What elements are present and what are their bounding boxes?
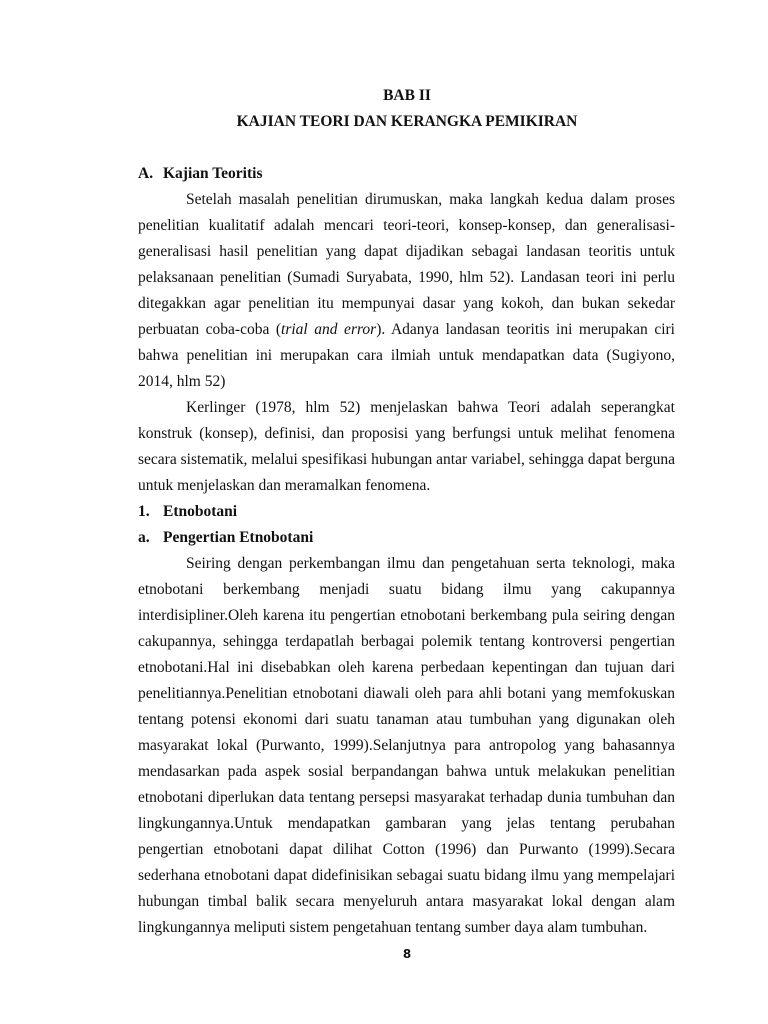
- para1-line: ditegakkan agar penelitian itu mempunyai dasar yang kokoh, dan bukan sekedar: [138, 295, 675, 312]
- page-number: 8: [402, 947, 412, 961]
- para3-line: cakupannya, sehingga terdapatlah berbagai polemik tentang kontroversi pengertian: [138, 633, 675, 650]
- para1-text: ). Adanya landasan teoritis ini merupakan ciri: [376, 321, 675, 338]
- para3-line: lingkungannya.Untuk mendapatkan gambaran yang jelas tentang perubahan: [138, 815, 675, 832]
- para3-line: mendasarkan pada aspek sosial berpandangan bahwa untuk melakukan penelitian: [138, 763, 675, 780]
- para1-line: pelaksanaan penelitian (Sumadi Suryabata, 1990, hlm 52). Landasan teori ini perlu: [138, 269, 675, 286]
- para2-line: Kerlinger (1978, hlm 52) menjelaskan bahwa Teori adalah seperangkat: [186, 399, 675, 416]
- para3-line: etnobotani.Hal ini disebabkan oleh karena perbedaan kepentingan dan tujuan dari: [138, 659, 675, 676]
- para3-line: pengertian etnobotani dapat dilihat Cotton (1996) dan Purwanto (1999).Secara: [138, 841, 675, 858]
- para3-line: sederhana etnobotani dapat didefinisikan sebagai suatu bidang ilmu yang mempelajari: [138, 867, 675, 884]
- section-1a-title: Pengertian Etnobotani: [163, 529, 314, 546]
- para3-line: lingkungannya meliputi sistem pengetahuan tentang sumber daya alam tumbuhan.: [138, 919, 648, 936]
- chapter-number: BAB II: [383, 87, 431, 104]
- para3-line: etnobotani diperlukan data tentang persepsi masyarakat terhadap dunia tumbuhan dan: [138, 789, 675, 806]
- para1-line: penelitian kualitatif adalah mencari teori-teori, konsep-konsep, dan generalisasi-: [138, 217, 675, 234]
- section-1a-marker: a.: [138, 529, 150, 546]
- para2-line: secara sistematik, melalui spesifikasi hubungan antar variabel, sehingga dapat berguna: [138, 451, 675, 468]
- para3-line: penelitiannya.Penelitian etnobotani diawali oleh para ahli botani yang memfokuskan: [138, 685, 675, 702]
- section-a-title: Kajian Teoritis: [163, 165, 263, 182]
- para1-line: generalisasi hasil penelitian yang dapat dijadikan sebagai landasan teoritis untuk: [138, 243, 675, 260]
- para3-line: Seiring dengan perkembangan ilmu dan pengetahuan serta teknologi, maka: [186, 555, 675, 572]
- para2-line: untuk menjelaskan dan meramalkan fenomena.: [138, 477, 431, 494]
- para1-text: perbuatan coba-coba (: [138, 321, 282, 338]
- para1-line: bahwa penelitian ini merupakan cara ilmiah untuk mendapatkan data (Sugiyono,: [138, 347, 675, 364]
- section-1-marker: 1.: [138, 503, 150, 520]
- para1-line: 2014, hlm 52): [138, 373, 226, 390]
- para1-line: Setelah masalah penelitian dirumuskan, maka langkah kedua dalam proses: [186, 191, 675, 208]
- para1-italic-term: trial and error: [281, 321, 377, 338]
- para1-line: [138, 320, 675, 340]
- para3-line: masyarakat lokal (Purwanto, 1999).Selanjutnya para antropolog yang bahasannya: [138, 737, 675, 754]
- para2-line: konstruk (konsep), definisi, dan proposisi yang berfungsi untuk melihat fenomena: [138, 425, 675, 442]
- section-a-heading: [138, 164, 675, 184]
- section-1-heading: [138, 502, 675, 522]
- para3-line: hubungan timbal balik secara menyeluruh antara masyarakat lokal dengan alam: [138, 893, 675, 910]
- para3-line: tentang potensi ekonomi dari suatu tanaman atau tumbuhan yang digunakan oleh: [138, 711, 675, 728]
- para3-line: interdisipliner.Oleh karena itu pengertian etnobotani berkembang pula seiring dengan: [138, 607, 675, 624]
- section-1a-heading: [138, 528, 675, 548]
- section-a-marker: A.: [138, 165, 154, 182]
- section-1-title: Etnobotani: [163, 503, 238, 520]
- chapter-title: KAJIAN TEORI DAN KERANGKA PEMIKIRAN: [236, 113, 578, 130]
- para3-line: etnobotani berkembang menjadi suatu bidang ilmu yang cakupannya: [138, 581, 675, 598]
